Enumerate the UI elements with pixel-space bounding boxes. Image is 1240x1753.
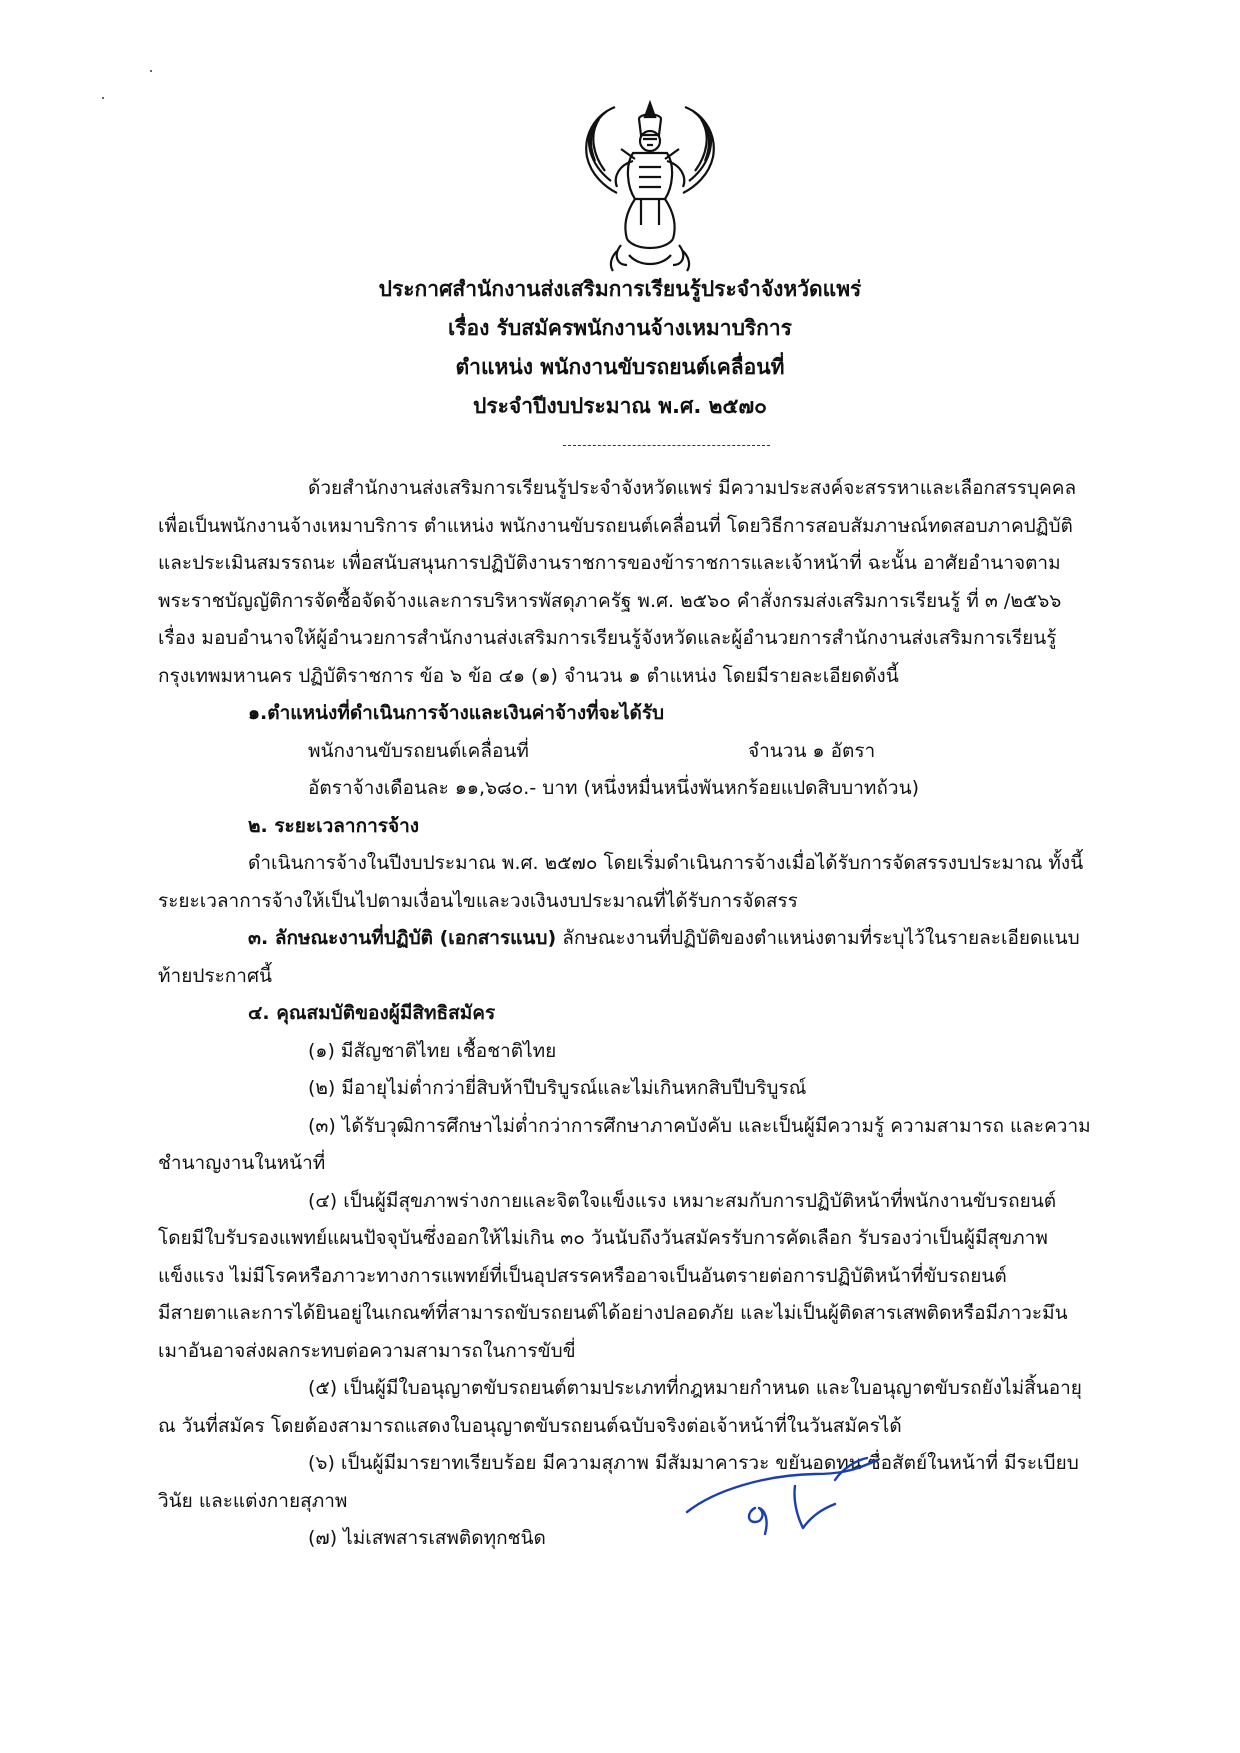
intro-line: พระราชบัญญัติการจัดซื้อจัดจ้างและการบริหารพัสดุภาครัฐ พ.ศ. ๒๕๖๐ คำสั่งกรมส่งเสริมการเรียนรู้ ที่ ๓ /๒๕๖๖ — [158, 589, 1062, 612]
header-subject: เรื่อง รับสมัครพนักงานจ้างเหมาบริการ — [448, 316, 792, 340]
section1-heading: ๑.ตำแหน่งที่ดำเนินการจ้างและเงินค่าจ้างที่จะได้รับ — [248, 702, 665, 724]
garuda-emblem-icon — [555, 95, 745, 275]
qualification-item: วินัย และแต่งกายสุภาพ — [158, 1489, 348, 1512]
scan-speck — [150, 70, 152, 72]
header-fiscal-year: ประจำปีงบประมาณ พ.ศ. ๒๕๗๐ — [473, 394, 767, 418]
header-title: ประกาศสำนักงานส่งเสริมการเรียนรู้ประจำจังหวัดแพร่ — [378, 277, 862, 301]
section2-line: ระยะเวลาการจ้างให้เป็นไปตามเงื่อนไขและวงเงินงบประมาณที่ได้รับการจัดสรร — [158, 889, 798, 912]
qualification-item: (๕) เป็นผู้มีใบอนุญาตขับรถยนต์ตามประเภทที่กฎหมายกำหนด และใบอนุญาตขับรถยังไม่สิ้นอายุ — [308, 1377, 1082, 1399]
position-row — [158, 733, 1148, 771]
section3-text: ลักษณะงานที่ปฏิบัติของตำแหน่งตามที่ระบุไว้ในรายละเอียดแนบ — [556, 927, 1080, 949]
qualification-item: ณ วันที่สมัคร โดยต้องสามารถแสดงใบอนุญาตขับรถยนต์ฉบับจริงต่อเจ้าหน้าที่ในวันสมัครได้ — [158, 1414, 902, 1437]
qualification-item: (๗) ไม่เสพสารเสพติดทุกชนิด — [308, 1527, 546, 1549]
qualification-item: เมาอันอาจส่งผลกระทบต่อความสามารถในการขับขี่ — [158, 1339, 576, 1362]
intro-line: กรุงเทพมหานคร ปฏิบัติราชการ ข้อ ๖ ข้อ ๔๑ (๑) จำนวน ๑ ตำแหน่ง โดยมีรายละเอียดดังนี้ — [158, 664, 899, 687]
intro-line: และประเมินสมรรถนะ เพื่อสนับสนุนการปฏิบัติงานราชการของข้าราชการและเจ้าหน้าที่ ฉะนั้น อาศัยอำนาจตาม — [158, 552, 1061, 574]
header-divider — [563, 445, 770, 446]
position-count: จำนวน ๑ อัตรา — [748, 739, 876, 762]
section3-heading: ๓. ลักษณะงานที่ปฏิบัติ (เอกสารแนบ) — [248, 927, 557, 949]
qualification-item: มีสายตาและการได้ยินอยู่ในเกณฑ์ที่สามารถขับรถยนต์ได้อย่างปลอดภัย และไม่เป็นผู้ติดสารเสพติดหรือมีภาวะมึน — [158, 1302, 1068, 1324]
section4-heading: ๔. คุณสมบัติของผู้มีสิทธิสมัคร — [248, 1002, 496, 1024]
qualification-item: (๓) ได้รับวุฒิการศึกษาไม่ต่ำกว่าการศึกษาภาคบังคับ และเป็นผู้มีความรู้ ความสามารถ และความ — [308, 1114, 1091, 1137]
section3-line — [158, 920, 1148, 958]
intro-line: เรื่อง มอบอำนาจให้ผู้อำนวยการสำนักงานส่งเสริมการเรียนรู้จังหวัดและผู้อำนวยการสำนักงานส่งเสริมการเรียนรู้ — [158, 627, 1057, 649]
header-position: ตำแหน่ง พนักงานขับรถยนต์เคลื่อนที่ — [455, 355, 785, 379]
qualification-item: โดยมีใบรับรองแพทย์แผนปัจจุบันซึ่งออกให้ไม่เกิน ๓๐ วันนับถึงวันสมัครรับการคัดเลือก รับรองว่าเป็นผู้มีสุขภาพ — [158, 1227, 1048, 1249]
section2-heading: ๒. ระยะเวลาการจ้าง — [248, 814, 420, 837]
section2-line: ดำเนินการจ้างในปีงบประมาณ พ.ศ. ๒๕๗๐ โดยเริ่มดำเนินการจ้างเมื่อได้รับการจัดสรรงบประมาณ ทั้งนี้ — [248, 852, 1084, 874]
announcement-header — [300, 270, 940, 426]
announcement-body — [158, 470, 1148, 1558]
section3-line: ท้ายประกาศนี้ — [158, 964, 273, 987]
signature — [685, 1450, 885, 1550]
salary-line: อัตราจ้างเดือนละ ๑๑,๖๘๐.- บาท (หนึ่งหมื่นหนึ่งพันหกร้อยแปดสิบบาทถ้วน) — [308, 777, 919, 799]
qualification-item: ชำนาญงานในหน้าที่ — [158, 1152, 326, 1174]
intro-line: ด้วยสำนักงานส่งเสริมการเรียนรู้ประจำจังหวัดแพร่ มีความประสงค์จะสรรหาและเลือกสรรบุคคล — [308, 477, 1077, 499]
intro-line: เพื่อเป็นพนักงานจ้างเหมาบริการ ตำแหน่ง พนักงานขับรถยนต์เคลื่อนที่ โดยวิธีการสอบสัมภาษณ์ทดสอบภาคปฏิบัติ — [158, 514, 1073, 537]
position-name: พนักงานขับรถยนต์เคลื่อนที่ — [308, 739, 529, 762]
scan-speck — [102, 97, 104, 99]
qualification-item: (๖) เป็นผู้มีมารยาทเรียบร้อย มีความสุภาพ มีสัมมาคารวะ ขยันอดทน ซื่อสัตย์ในหน้าที่ มีระเบียบ — [308, 1452, 1079, 1474]
qualification-item: (๒) มีอายุไม่ต่ำกว่ายี่สิบห้าปีบริบูรณ์และไม่เกินหกสิบปีบริบูรณ์ — [308, 1077, 807, 1099]
qualification-item: (๑) มีสัญชาติไทย เชื้อชาติไทย — [308, 1039, 557, 1062]
qualification-item: (๔) เป็นผู้มีสุขภาพร่างกายและจิตใจแข็งแรง เหมาะสมกับการปฏิบัติหน้าที่พนักงานขับรถยนต์ — [308, 1189, 1057, 1212]
qualification-item: แข็งแรง ไม่มีโรคหรือภาวะทางการแพทย์ที่เป็นอุปสรรคหรืออาจเป็นอันตรายต่อการปฏิบัติหน้าที่ขับรถยนต์ — [158, 1264, 1007, 1287]
